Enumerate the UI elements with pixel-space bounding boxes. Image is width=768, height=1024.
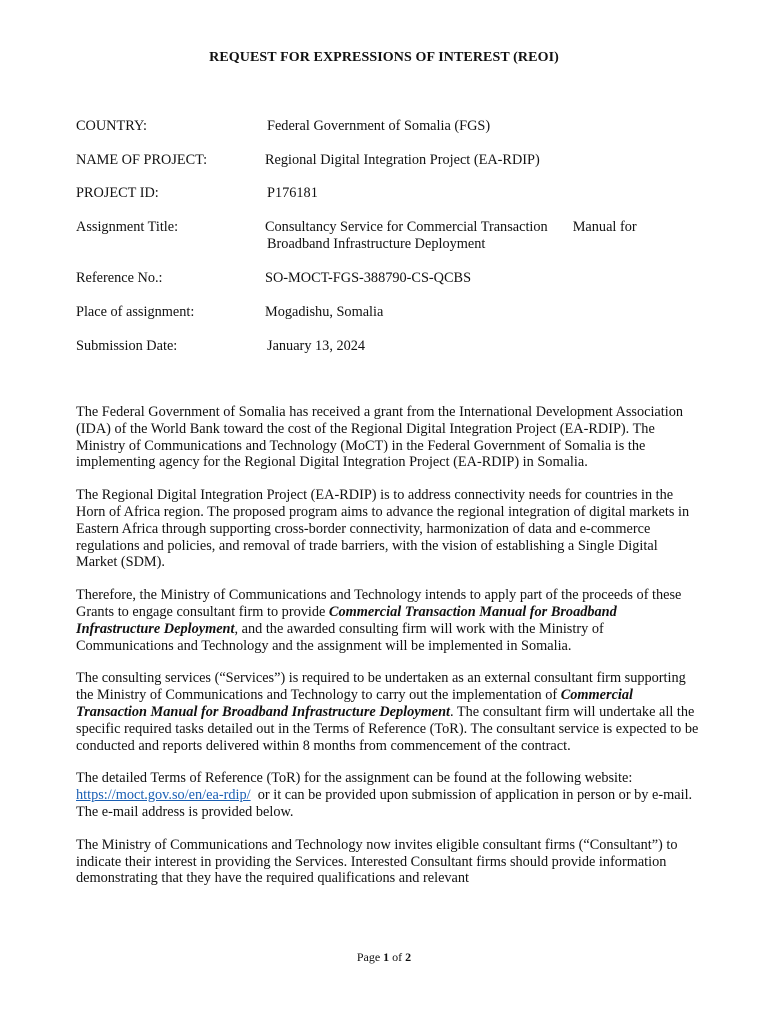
- info-label: Reference No.:: [76, 270, 163, 286]
- paragraph-text: . The consultant firm will undertake all the specific required tasks detailed out in the Terms of Reference (ToR). The consultant service is expected to be conducted and reports delivered within 8 months from commencement of the contract.: [76, 703, 699, 754]
- info-value: P176181: [267, 185, 318, 201]
- info-value: Regional Digital Integration Project (EA-RDIP): [265, 152, 540, 168]
- paragraph-text: Therefore, the Ministry of Communications and Technology intends to apply part of the proceeds of these Grants to engage consultant firm to provide: [76, 587, 682, 620]
- info-label: PROJECT ID:: [76, 185, 159, 201]
- info-value-line1: Consultancy Service for Commercial Transaction Manual for: [265, 219, 637, 235]
- info-label: Assignment Title:: [76, 219, 179, 235]
- paragraph-funding: The Federal Government of Somalia has received a grant from the International Development Association (IDA) of the World Bank toward the cost of the Regional Digital Integration Project (EA-RDIP). The Ministry of Communications and Technology (MoCT) in the Federal Government of Somalia is the implementing agency for the Regional Digital Integration Project (EA-RDIP) in Somalia.: [76, 404, 684, 471]
- footer-page-word: Page: [356, 950, 384, 964]
- info-value: SO-MOCT-FGS-388790-CS-QCBS: [265, 270, 472, 286]
- paragraph-text: , and the awarded consulting firm will work with the Ministry of Communications and Technology and the assignment will be implemented in Somalia.: [76, 620, 604, 654]
- footer-page-total: 2: [405, 950, 412, 964]
- emphasis-assignment-name: Commercial Transaction Manual for Broadband Infrastructure Deployment: [76, 603, 617, 637]
- paragraph-text: The detailed Terms of Reference (ToR) for the assignment can be found at the following website:: [76, 770, 633, 787]
- paragraph-text: or it can be provided upon submission of application in person or by e-mail. The e-mail address is provided below.: [76, 787, 696, 820]
- paragraph-intent: [76, 587, 700, 654]
- paragraph-text: The consulting services (“Services”) is required to be undertaken as an external consultant firm supporting the Ministry of Communications and Technology to carry out the implementation of: [76, 670, 686, 704]
- paragraph-invitation: The Ministry of Communications and Technology now invites eligible consultant firms (“Consultant”) to indicate their interest in providing the Services. Interested Consultant firms should provide information demonstrating that they have the required qualifications and relevant: [76, 836, 678, 887]
- footer-of-word: of: [389, 950, 406, 964]
- paragraph-services: [76, 670, 700, 754]
- info-value-line2: Broadband Infrastructure Deployment: [267, 236, 486, 252]
- tor-website-link[interactable]: https://moct.gov.so/en/ea-rdip/: [76, 787, 251, 804]
- info-value: January 13, 2024: [267, 338, 366, 354]
- emphasis-assignment-name: Commercial Transaction Manual for Broadband Infrastructure Deployment: [76, 687, 634, 720]
- info-label: COUNTRY:: [76, 118, 147, 134]
- info-label: Submission Date:: [76, 338, 178, 354]
- paragraph-project-objective: The Regional Digital Integration Project (EA-RDIP) is to address connectivity needs for countries in the Horn of Africa region. The proposed program aims to advance the regional integration of digital markets in Eastern Africa through supporting cross-border connectivity, harmonization of data and e-commerce regulations and policies, and removal of trade barriers, with the vision of establishing a Single Digital Market (SDM).: [76, 487, 690, 571]
- footer-page-number: 1: [383, 950, 390, 964]
- info-value: Federal Government of Somalia (FGS): [267, 118, 491, 134]
- paragraph-tor: [76, 770, 700, 820]
- info-value: Mogadishu, Somalia: [265, 304, 384, 320]
- info-label: Place of assignment:: [76, 304, 195, 320]
- document-title: REQUEST FOR EXPRESSIONS OF INTEREST (REOI): [209, 50, 559, 65]
- info-label: NAME OF PROJECT:: [76, 152, 208, 168]
- body-text: [76, 404, 700, 903]
- page-footer: [0, 950, 768, 965]
